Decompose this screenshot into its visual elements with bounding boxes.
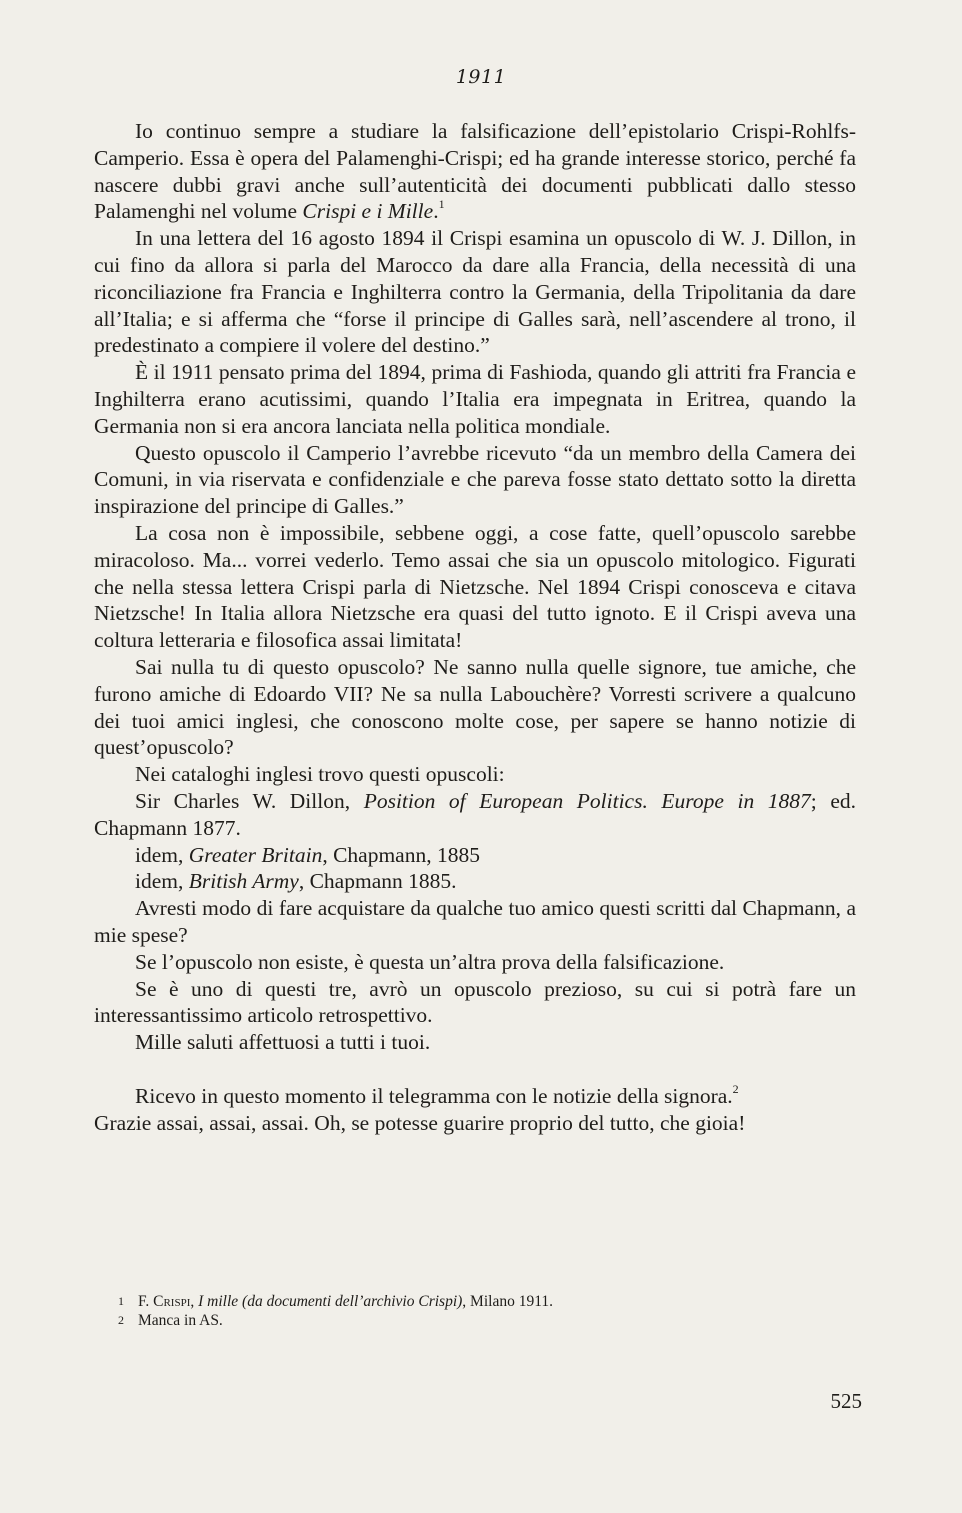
section-gap — [94, 1056, 856, 1083]
postscript-paragraph: Ricevo in questo momento il telegramma con le notizie della signora.$^2$ — [135, 1081, 739, 1108]
running-head: 1911 — [455, 66, 507, 88]
paragraph: È il 1911 pensato prima del 1894, prima di Fashioda, quando gli attriti fra Francia e Inghilterra erano acutissimi, quando l’Italia era impegnata in Eritrea, quando la Germania non si era ancora lanciata nella politica mondiale. — [94, 360, 856, 438]
bibliography-entry: idem, British Army, Chapmann 1885. — [135, 869, 457, 894]
footnote-2 — [118, 1311, 858, 1330]
footnote-ref-1: 1 — [438, 197, 445, 212]
footnote-text: Manca in AS. — [138, 1312, 223, 1329]
letter-body — [94, 118, 856, 1136]
paragraph: Mille saluti affettuosi a tutti i tuoi. — [135, 1030, 431, 1055]
bibliography-entry: idem, Greater Britain, Chapmann, 1885 — [135, 842, 480, 867]
paragraph: Nei cataloghi inglesi trovo questi opuscoli: — [135, 762, 505, 787]
bibliography-entry: Sir Charles W. Dillon, Position of European Politics. Europe in 1887; ed. Chapmann 1877. — [94, 788, 856, 840]
footnote-text: F. Crispi, I mille (da documenti dell’archivio Crispi), Milano 1911. — [138, 1293, 553, 1310]
paragraph: Questo opuscolo il Camperio l’avrebbe ricevuto “da un membro della Camera dei Comuni, in via riservata e confidenziale e che pareva fosse stato dettato sotto la diretta inspirazione del principe di Galles.” — [94, 440, 856, 519]
footnote-1 — [118, 1292, 858, 1311]
paragraph: Avresti modo di fare acquistare da qualche tuo amico questi scritti dal Chapmann, a mie spese? — [94, 896, 856, 947]
paragraph: La cosa non è impossibile, sebbene oggi, a cose fatte, quell’opuscolo sarebbe miracoloso. Ma... vorrei vederlo. Temo assai che sia un opuscolo mitologico. Figurati che nella stessa lettera Crispi parla di Nietzsche. Nel 1894 Crispi conosceva e citava Nietzsche! In Italia allora Nietzsche era quasi del tutto ignoto. E il Crispi aveva una coltura letteraria e filosofica assai limitata! — [94, 520, 856, 653]
footnote-number: 2 — [118, 1313, 124, 1327]
paragraph: Se l’opuscolo non esiste, è questa un’altra prova della falsificazione. — [135, 949, 725, 974]
paragraph: Io continuo sempre a studiare la falsificazione dell’epistolario Crispi-Rohlfs-Camperio. Essa è opera del Palamenghi-Crispi; ed ha grande interesse storico, perché fa nascere dubbi gravi anche sull’autenticità dei documenti pubblicati dallo stesso Palamenghi nel volume Crispi e i Mille.$^1$ — [94, 119, 856, 224]
page-number: 525 — [830, 1389, 862, 1413]
paragraph: In una lettera del 16 agosto 1894 il Crispi esamina un opuscolo di W. J. Dillon, in cui fino da allora si parla del Marocco da dare alla Francia, della necessità di una riconciliazione fra Francia e Inghilterra contro la Germania, della Tripolitania da dare all’Italia; e si afferma che “forse il principe di Galles sarà, nell’ascendere al trono, il predestinato a compiere il volere del destino.” — [94, 226, 856, 358]
footnotes — [118, 1292, 858, 1330]
footnote-number: 1 — [118, 1294, 124, 1308]
postscript-paragraph: Grazie assai, assai, assai. Oh, se potesse guarire proprio del tutto, che gioia! — [94, 1110, 746, 1135]
paragraph: Sai nulla tu di questo opuscolo? Ne sanno nulla quelle signore, tue amiche, che furono amiche di Edoardo VII? Ne sa nulla Labouchère? Vorresti scrivere a qualcuno dei tuoi amici inglesi, che conoscono molte cose, per sapere se hanno notizie di quest’opuscolo? — [94, 654, 856, 760]
footnote-ref-2: 2 — [732, 1081, 739, 1096]
paragraph: Se è uno di questi tre, avrò un opuscolo prezioso, su cui si potrà fare un interessantissimo articolo retrospettivo. — [94, 976, 856, 1028]
